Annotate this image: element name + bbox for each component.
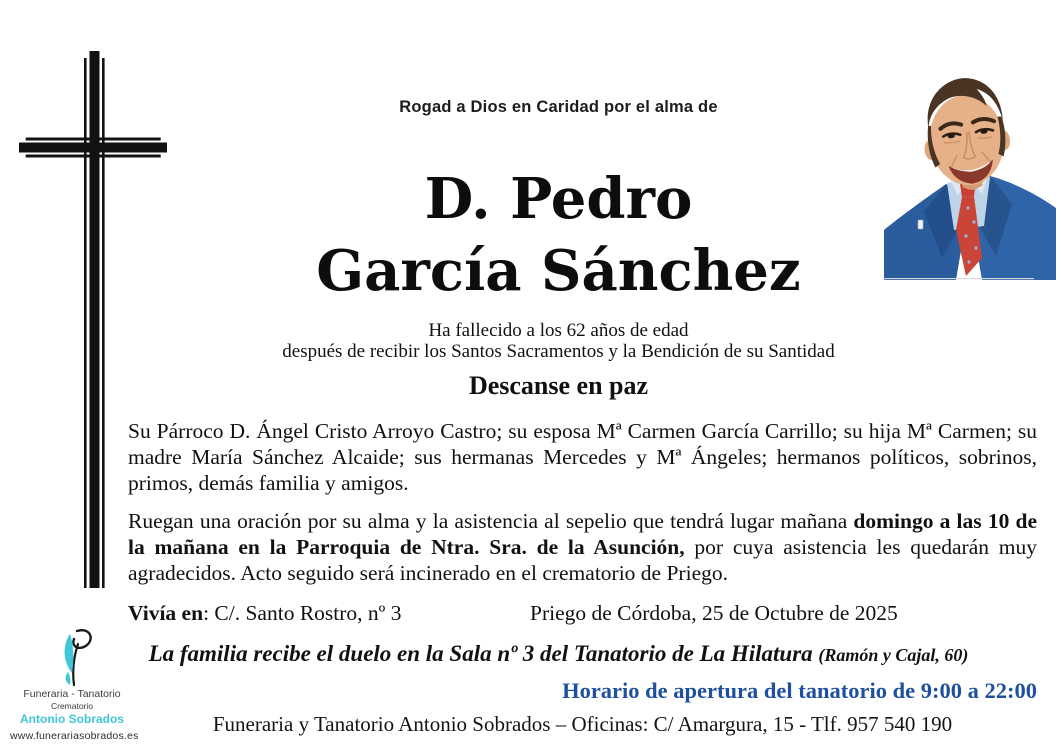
- logo-website-url: www.funerariasobrados.es: [10, 730, 139, 742]
- prayer-paragraph: [128, 508, 1037, 586]
- deceased-name-line2: García Sánchez: [316, 238, 801, 304]
- residence-value: : C/. Santo Rostro, nº 3: [203, 601, 402, 625]
- funeral-home-contact-line: Funeraria y Tanatorio Antonio Sobrados – Oficinas: C/ Amargura, 15 - Tlf. 957 540 190: [212, 712, 953, 736]
- funeral-home-logo: [10, 628, 139, 742]
- prayer-tail: por cuya asistencia les quedarán muy agradecidos. Acto seguido será incinerado en el crematorio de Priego.: [128, 535, 1037, 585]
- residence-and-dateline: [128, 600, 1037, 626]
- rest-in-peace-line: Descanse en paz: [468, 371, 649, 400]
- logo-text-crematorio: Crematorio: [50, 701, 94, 711]
- death-notice-line2: después de recibir los Santos Sacramentos y la Bendición de su Santidad: [282, 341, 835, 362]
- residence-label: Vivía en: [128, 601, 204, 625]
- deceased-name-line1: D. Pedro: [424, 166, 693, 232]
- tanatorio-opening-hours: Horario de apertura del tanatorio de 9:00 a 22:00: [562, 678, 1037, 703]
- prayer-emphasis: domingo a las 10 de la mañana en la Parroquia de Ntra. Sra. de la Asunción,: [128, 509, 1037, 559]
- deceased-name: [80, 163, 1037, 307]
- prayer-lead: Ruegan una oración por su alma y la asistencia al sepelio que tendrá lugar mañana: [128, 509, 854, 533]
- wake-notice: [80, 639, 1037, 670]
- logo-text-funeraria-tanatorio: Funeraria - Tanatorio: [23, 688, 121, 700]
- place-date-line: Priego de Córdoba, 25 de Octubre de 2025: [530, 601, 898, 625]
- wake-notice-main: La familia recibe el duelo en la Sala nº 3 del Tanatorio de La Hilatura: [148, 641, 819, 666]
- family-paragraph: Su Párroco D. Ángel Cristo Arroyo Castro; su esposa Mª Carmen García Carrillo; su hija Mª Carmen; su madre María Sánchez Alcaide; sus hermanas Mercedes y Mª Ángeles; hermanos políticos, sobrinos, primos, demás familia y amigos.: [128, 419, 1037, 495]
- esquela-content: [80, 98, 1037, 737]
- death-notice-line1: Ha fallecido a los 62 años de edad: [428, 320, 689, 341]
- wake-notice-address: (Ramón y Cajal, 60): [818, 645, 969, 665]
- invocation-line: Rogad a Dios en Caridad por el alma de: [399, 98, 718, 116]
- death-notice: [80, 320, 1037, 362]
- logo-text-antonio-sobrados: Antonio Sobrados: [20, 712, 124, 726]
- funeral-home-logo-mark-icon: [47, 628, 97, 686]
